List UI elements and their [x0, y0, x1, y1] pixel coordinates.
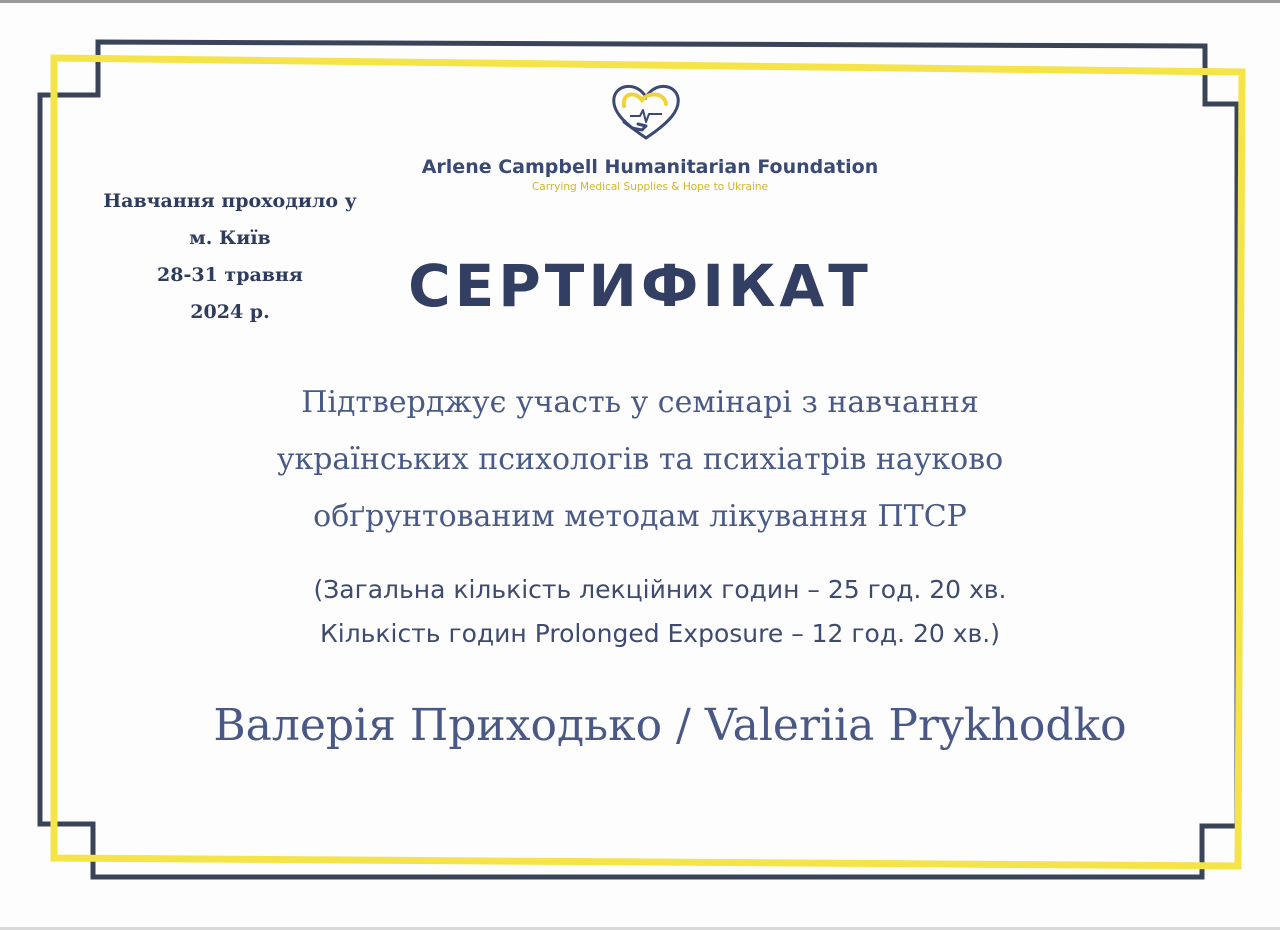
training-info-line: Навчання проходило у — [103, 190, 357, 212]
training-info-year: 2024 р. — [190, 301, 270, 323]
certificate-title: СЕРТИФІКАТ — [408, 252, 872, 320]
organization-name: Arlene Campbell Humanitarian Foundation — [421, 156, 879, 178]
training-info-city: м. Київ — [189, 227, 271, 249]
training-info — [80, 183, 380, 331]
confirmation-line: українських психологів та психіатрів науково — [276, 442, 1004, 477]
confirmation-text — [180, 374, 1100, 545]
training-info-dates: 28-31 травня — [157, 264, 303, 286]
confirmation-line: обґрунтованим методам лікування ПТСР — [313, 499, 967, 534]
recipient-name: Валерія Приходько / Valeriia Prykhodko — [213, 700, 1127, 751]
organization-tagline: Carrying Medical Supplies & Hope to Ukraine — [531, 181, 769, 193]
heart-hand-logo-icon — [608, 80, 684, 142]
pe-hours-line: Кількість годин Prolonged Exposure – 12 год. 20 хв.) — [320, 619, 1000, 648]
confirmation-line: Підтверджує участь у семінарі з навчання — [301, 385, 979, 420]
total-hours-line: (Загальна кількість лекційних годин – 25 год. 20 хв. — [313, 575, 1007, 604]
hours-text — [230, 568, 1090, 656]
